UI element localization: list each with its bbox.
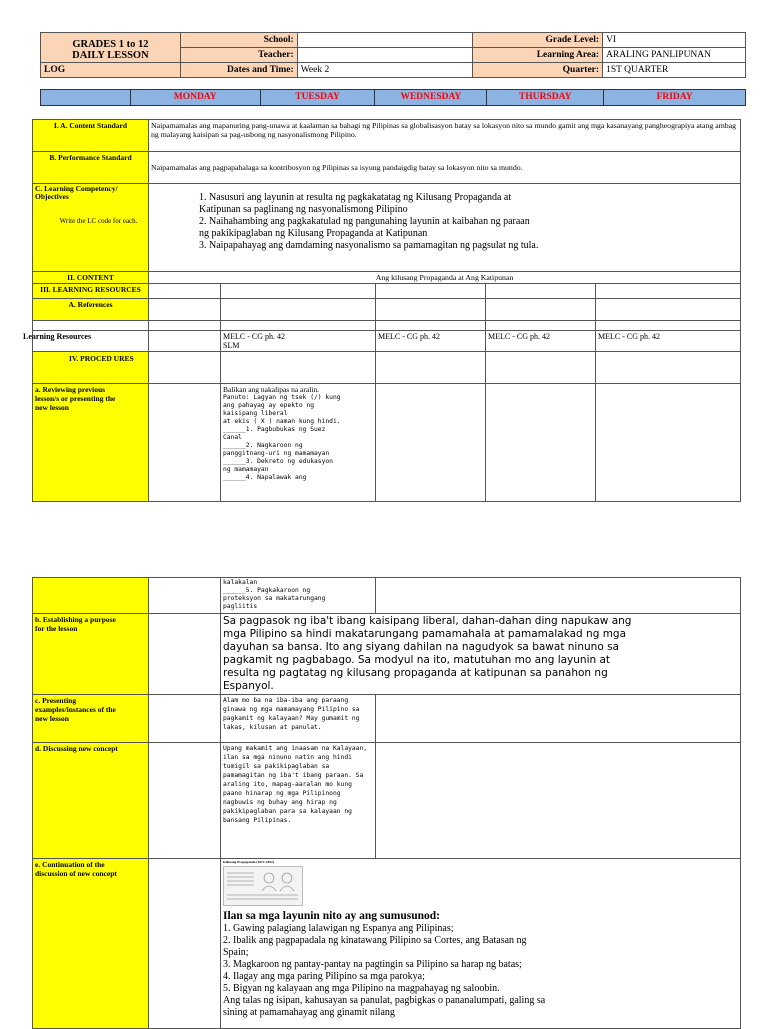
continuation-heading: Ilan sa mga layunin nito ay ang sumusunod: xyxy=(223,910,440,922)
presenting-text: Alam mo ba na iba-iba ang paraang ginawa ng mga mamamayang Pilipino sa pagkamit ng kalayaan? May gumamit ng lakas, kilusan at panulat. xyxy=(221,695,376,743)
quarter-value: 1ST QUARTER xyxy=(603,63,746,78)
content-standard-label: I. A. Content Standard xyxy=(33,120,149,152)
reviewing-text xyxy=(221,384,376,502)
reviewing-cont-line-2: ______5. Pagkakaroon ng xyxy=(223,587,311,594)
day-friday: FRIDAY xyxy=(604,90,746,106)
references-row xyxy=(33,299,741,321)
blank-row xyxy=(33,321,741,331)
reviewing-line-1: Panuto: Lagyan ng tsek (/) kung xyxy=(223,394,341,401)
competency-text xyxy=(149,184,741,272)
doc-title xyxy=(41,33,181,63)
lr-thursday: MELC - CG ph. 42 xyxy=(596,331,741,352)
dates-label: Dates and Time: xyxy=(180,63,297,78)
lr-tuesday: MELC - CG ph. 42 xyxy=(376,331,486,352)
continuation-item-4: 4. Ilagay ang mga paring Pilipino sa mga parokya; xyxy=(223,971,425,982)
presenting-label: c. Presenting examples/instances of the new lesson xyxy=(33,695,149,743)
competency-item-1: 1. Nasusuri ang layunin at resulta ng pagkakatatag ng Kilusang Propaganda at Katipunan sa paglinang ng nasyonalismong Pilipino xyxy=(199,192,512,215)
area-label: Learning Area: xyxy=(473,48,603,63)
reviewing-line-8: panggitnang-uri ng mamamayan xyxy=(223,450,330,457)
continuation-item-5: 5. Bigyan ng kalayaan ang mga Pilipino na magpahayag ng saloobin. xyxy=(223,983,500,994)
reviewing-line-6: Canal xyxy=(223,434,242,441)
doc-title-line1: GRADES 1 to 12 xyxy=(72,39,149,50)
competency-row xyxy=(33,184,741,272)
reviewing-line-10: ng mamamayan xyxy=(223,466,269,473)
doc-title-line2: DAILY LESSON xyxy=(72,50,149,61)
procedures-label xyxy=(33,352,149,384)
reviewing-cont-row xyxy=(33,578,741,614)
day-thursday: THURSDAY xyxy=(487,90,604,106)
purpose-label: b. Establishing a purpose for the lesson xyxy=(33,614,149,695)
quarter-label: Quarter: xyxy=(473,63,603,78)
dates-value: Week 2 xyxy=(297,63,473,78)
content-label: II. CONTENT xyxy=(33,272,149,284)
learning-resources-row xyxy=(33,331,741,352)
procedures-row xyxy=(33,352,741,384)
continuation-row xyxy=(33,859,741,1029)
resources-label: III. LEARNING RESOURCES xyxy=(33,284,149,299)
reviewing-line-7: ______2. Nagkaroon ng xyxy=(223,442,303,449)
reviewing-cont-line-1: kalakalan xyxy=(223,579,258,586)
performance-standard-label: B. Performance Standard xyxy=(33,152,149,184)
reviewing-lines xyxy=(223,394,373,482)
purpose-text xyxy=(221,614,741,695)
continuation-tail: Ang talas ng isipan, kahusayan sa panulat, pagbigkas o pananalumpati, galing sa sining at pamamahayag ang ginamit nilang xyxy=(223,995,546,1018)
competency-label: C. Learning Competency/ Objectives xyxy=(35,184,118,201)
continuation-item-2: 2. Ibalik ang pagpapadala ng kinatawang Pilipino sa Cortes, ang Batasan ng Spain; xyxy=(223,935,527,958)
content-standard-text: Naipamamalas ang mapanuring pang-unawa at kaalaman sa bahagi ng Pilipinas sa globalisasyon batay sa lokasyon nito sa mundo gamit ang mga kasanayang pangheograpiya atang ambag ng malayang kaisipan sa pag-usbong ng nasyonalismong Pilipino. xyxy=(149,120,741,152)
purpose-row xyxy=(33,614,741,695)
continuation-text xyxy=(221,859,741,1029)
reviewing-row xyxy=(33,384,741,502)
reviewing-cont-lines xyxy=(223,579,373,611)
discussing-label: d. Discussing new concept xyxy=(33,743,149,859)
lesson-grid-page1 xyxy=(23,119,741,502)
day-wednesday: WEDNESDAY xyxy=(375,90,487,106)
lr-monday-line2: SLM xyxy=(223,341,240,350)
references-label: A. References xyxy=(33,299,149,321)
header-table xyxy=(40,32,746,78)
reviewing-line-3: kaisipang liberal xyxy=(223,410,288,417)
days-blank-cell xyxy=(41,90,131,106)
school-value xyxy=(297,33,473,48)
content-standard-row xyxy=(33,120,741,152)
performance-standard-text: Naipamamalas ang pagpapahalaga sa kontribosyon ng Pilipinas sa isyung pandaigdig batay sa lokasyon nito sa mundo. xyxy=(149,152,741,184)
propagandists-illustration xyxy=(223,866,303,906)
lr-wednesday: MELC - CG ph. 42 xyxy=(486,331,596,352)
continuation-items xyxy=(223,923,738,995)
doc-title-line3: LOG xyxy=(41,63,181,78)
procedures-label-text: IV. PROCED URES xyxy=(69,354,134,363)
discussing-row xyxy=(33,743,741,859)
competency-note: Write the LC code for each. xyxy=(59,217,138,225)
continuation-caption: Kilusang Propaganda (1872-1892) xyxy=(223,860,274,864)
reviewing-label: a. Reviewing previous lesson/s or presenting the new lesson xyxy=(33,384,149,502)
reviewing-line-11: ______4. Napalawak ang xyxy=(223,474,307,481)
reviewing-line-2: ang pahayag ay epekto ng xyxy=(223,402,314,409)
lesson-grid-page2 xyxy=(32,577,741,1029)
competency-cell xyxy=(33,184,149,272)
grade-value: VI xyxy=(603,33,746,48)
continuation-label: e. Continuation of the discussion of new concept xyxy=(33,859,149,1029)
competency-item-2: 2. Naihahambing ang pagkakatulad ng pangunahing layunin at kaibahan ng paraan ng pakikipaglaban ng Kilusang Propaganda at Katipunan xyxy=(199,216,530,239)
day-tuesday: TUESDAY xyxy=(260,90,375,106)
learning-resources-label-text: Learning Resources xyxy=(23,332,92,341)
content-text: Ang kilusang Propaganda at Ang Katipunan xyxy=(149,272,741,284)
propagandists-icon xyxy=(224,867,302,905)
reviewing-intro: Balikan ang nakalipas na aralin. xyxy=(223,385,320,394)
school-label: School: xyxy=(180,33,297,48)
reviewing-line-5: ______1. Pagbubukas ng Suez xyxy=(223,426,326,433)
area-value: ARALING PANLIPUNAN xyxy=(603,48,746,63)
days-header xyxy=(40,89,746,106)
lr-monday xyxy=(221,331,376,352)
teacher-value xyxy=(297,48,473,63)
continuation-item-1: 1. Gawing palagiang lalawigan ng Espanya ang Pilipinas; xyxy=(223,923,454,934)
reviewing-cont-line-4: pagliitis xyxy=(223,603,258,610)
lr-monday-line1: MELC - CG ph. 42 xyxy=(223,332,285,341)
continuation-item-3: 3. Magkaroon ng pantay-pantay na pagtingin sa Pilipino sa harap ng batas; xyxy=(223,959,522,970)
performance-standard-row xyxy=(33,152,741,184)
learning-resources-label xyxy=(23,331,149,352)
day-monday: MONDAY xyxy=(130,90,260,106)
reviewing-cont-line-3: proteksyon sa makatarungang xyxy=(223,595,326,602)
reviewing-cont-text xyxy=(221,578,376,614)
discussing-text: Upang makamit ang inaasam na Kalayaan, ilan sa mga ninuno natin ang hindi tumigil sa pakikipaglaban sa pamamagitan ng iba't ibang paraan. Sa araling ito, mapag-aaralan mo kung paano hinarap ng mga Pilipinong nagbuwis ng buhay ang hirap ng pakikipaglaban para sa kalayaan ng bansang Pilipinas. xyxy=(221,743,376,859)
reviewing-line-9: ______3. Dekreto ng edukasyon xyxy=(223,458,333,465)
teacher-label: Teacher: xyxy=(180,48,297,63)
reviewing-line-4: at ekis ( X ) naman kung hindi. xyxy=(223,418,341,425)
purpose-paragraph: Sa pagpasok ng iba't ibang kaisipang liberal, dahan-dahan ding napukaw ang mga Pilipino sa hindi makatarungang pamamahala at pamamalakad ng mga dayuhan sa bansa. Ito ang siyang dahilan na nagudyok sa bawat ninuno sa pagkamit ng pagbabago. Sa modyul na ito, matutuhan mo ang layunin at resulta ng pagtatag ng kilusang propaganda at katipunan sa panahon ng Espanyol. xyxy=(223,615,632,692)
content-row xyxy=(33,272,741,284)
grade-label: Grade Level: xyxy=(473,33,603,48)
competency-item-3: 3. Naipapahayag ang damdaming nasyonalismo sa pamamagitan ng pagsulat ng tula. xyxy=(199,240,539,251)
resources-row xyxy=(33,284,741,299)
presenting-row xyxy=(33,695,741,743)
